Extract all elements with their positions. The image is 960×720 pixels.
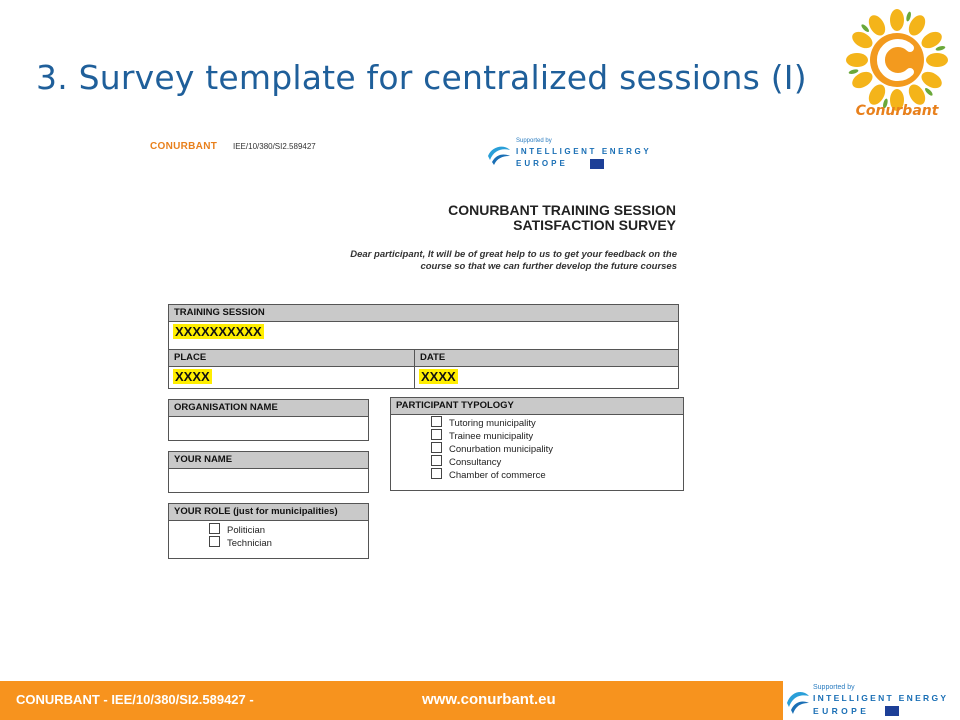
doc-brand: CONURBANT — [150, 141, 218, 152]
date-label: DATE — [415, 350, 678, 367]
iee-swirl-icon — [785, 687, 811, 715]
your-name-field[interactable] — [169, 469, 368, 491]
iee-footer-supported-by: Supported by — [813, 684, 855, 691]
iee-footer-line-1: INTELLIGENT ENERGY — [813, 693, 949, 703]
typology-option-conurbation[interactable]: Conurbation municipality — [431, 442, 683, 455]
organisation-name-box — [168, 399, 369, 441]
participant-typology-box — [390, 397, 684, 491]
checkbox-icon[interactable] — [431, 455, 442, 466]
footer-url-link[interactable]: www.conurbant.eu — [422, 691, 556, 708]
typology-option-chamber[interactable]: Chamber of commerce — [431, 468, 683, 481]
eu-flag-icon — [885, 706, 899, 716]
your-role-label: YOUR ROLE (just for municipalities) — [169, 504, 368, 521]
role-option-technician[interactable]: Technician — [209, 536, 368, 549]
iee-footer-line-2: EUROPE — [813, 706, 870, 716]
checkbox-icon[interactable] — [431, 416, 442, 427]
survey-intro-line-1: Dear participant, It will be of great help to us to get your feedback on the — [350, 249, 677, 260]
participant-typology-label: PARTICIPANT TYPOLOGY — [391, 398, 683, 415]
survey-intro — [317, 249, 677, 273]
footer-code: CONURBANT - IEE/10/380/SI2.589427 - — [16, 692, 254, 707]
survey-intro-line-2: course so that we can further develop the future courses — [420, 261, 677, 272]
checkbox-icon[interactable] — [431, 468, 442, 479]
typology-option-trainee[interactable]: Trainee municipality — [431, 429, 683, 442]
your-role-box — [168, 503, 369, 559]
your-name-box — [168, 451, 369, 493]
role-option-politician[interactable]: Politician — [209, 523, 368, 536]
iee-logo-footer — [785, 681, 960, 720]
eu-flag-icon — [590, 159, 604, 169]
your-name-label: YOUR NAME — [169, 452, 368, 469]
place-label: PLACE — [169, 350, 414, 367]
checkbox-icon[interactable] — [431, 442, 442, 453]
doc-code: IEE/10/380/SI2.589427 — [233, 142, 316, 151]
place-value[interactable]: XXXX — [175, 369, 210, 384]
date-box — [414, 349, 679, 389]
iee-logo-document — [486, 138, 696, 174]
training-session-label: TRAINING SESSION — [169, 305, 678, 322]
survey-title-line-2: SATISFACTION SURVEY — [513, 217, 676, 233]
logo-wordmark: Conurbant — [855, 103, 939, 119]
survey-title-line-1: CONURBANT TRAINING SESSION — [448, 202, 676, 218]
training-session-box — [168, 304, 679, 350]
typology-option-consultancy[interactable]: Consultancy — [431, 455, 683, 468]
checkbox-icon[interactable] — [209, 523, 220, 534]
place-box — [168, 349, 415, 389]
checkbox-icon[interactable] — [209, 536, 220, 547]
survey-title — [448, 203, 676, 233]
checkbox-icon[interactable] — [431, 429, 442, 440]
slide-title: 3. Survey template for centralized sessions (I) — [36, 58, 807, 97]
typology-option-tutoring[interactable]: Tutoring municipality — [431, 416, 683, 429]
organisation-name-label: ORGANISATION NAME — [169, 400, 368, 417]
iee-line-2: EUROPE — [516, 159, 568, 168]
date-value[interactable]: XXXX — [421, 369, 456, 384]
iee-supported-by: Supported by — [516, 138, 552, 144]
iee-swirl-icon — [486, 142, 512, 166]
iee-line-1: INTELLIGENT ENERGY — [516, 147, 652, 156]
training-session-value[interactable]: XXXXXXXXXX — [175, 324, 262, 339]
organisation-name-field[interactable] — [169, 417, 368, 439]
